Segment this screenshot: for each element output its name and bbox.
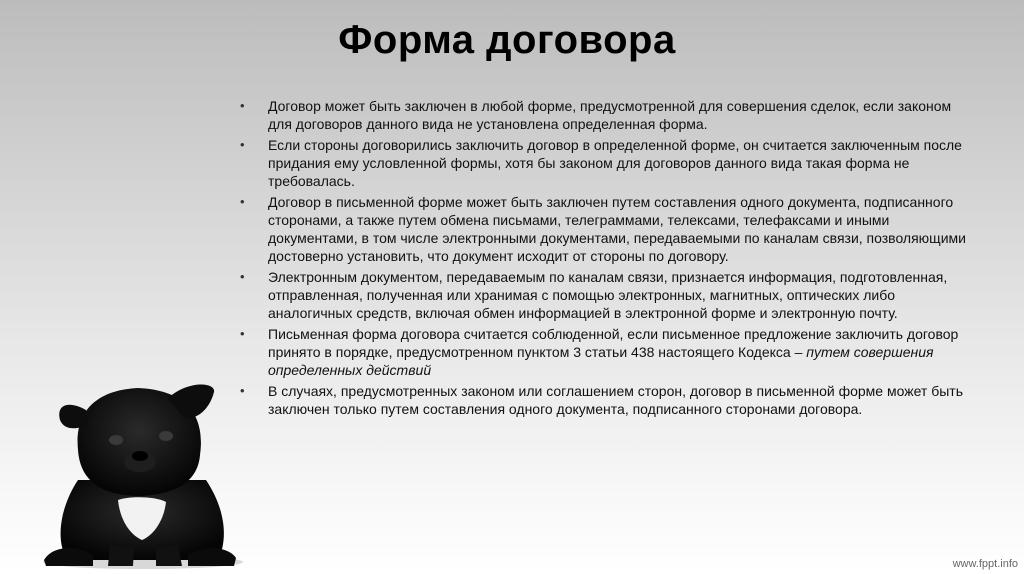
- bullet-icon: •: [240, 98, 245, 113]
- bullet-icon: •: [240, 193, 245, 209]
- bullet-icon: •: [240, 383, 245, 398]
- bullet-icon: •: [240, 136, 245, 152]
- dog-image: [38, 370, 248, 570]
- bullet-list: [240, 97, 968, 421]
- bullet-item: • Договор в письменной форме может быть заключен путем составления одного документа, подписанного сторонами, а также путем обмена письмами, телеграммами, телексами, телефаксами и иными документами, в том числе электронными документами, передаваемыми по каналам связи, позволяющими достоверно установить, что документ исходит от стороны по договору.: [240, 193, 966, 265]
- bullet-item: • Электронным документом, передаваемым по каналам связи, признается информация, подготовленная, отправленная, полученная или хранимая с помощью электронных, магнитных, оптических либо аналогичных средств, включая обмен информацией в электронной форме и электронную почту.: [240, 269, 948, 322]
- slide-title: Форма договора: [338, 18, 676, 62]
- bullet-icon: •: [240, 326, 245, 341]
- bullet-item: • Договор может быть заключен в любой форме, предусмотренной для совершения сделок, если законом для договоров данного вида не установлена определенная форма.: [240, 98, 952, 133]
- bullet-item: • Письменная форма договора считается соблюденной, если письменное предложение заключить договор принято в порядке, предусмотренном пунктом 3 статьи 438 настоящего Кодекса – путем совершения определенных действий: [240, 326, 959, 379]
- bullet-icon: •: [240, 269, 245, 284]
- watermark: www.fppt.info: [952, 558, 1018, 570]
- bullet-item: • В случаях, предусмотренных законом или соглашением сторон, договор в письменной форме может быть заключен только путем составления одного документа, подписанного сторонами договора.: [240, 383, 963, 418]
- bullet-item: • Если стороны договорились заключить договор в определенной форме, он считается заключенным после придания ему условленной формы, хотя бы законом для договоров данного вида такая форма не требовалась.: [240, 136, 962, 190]
